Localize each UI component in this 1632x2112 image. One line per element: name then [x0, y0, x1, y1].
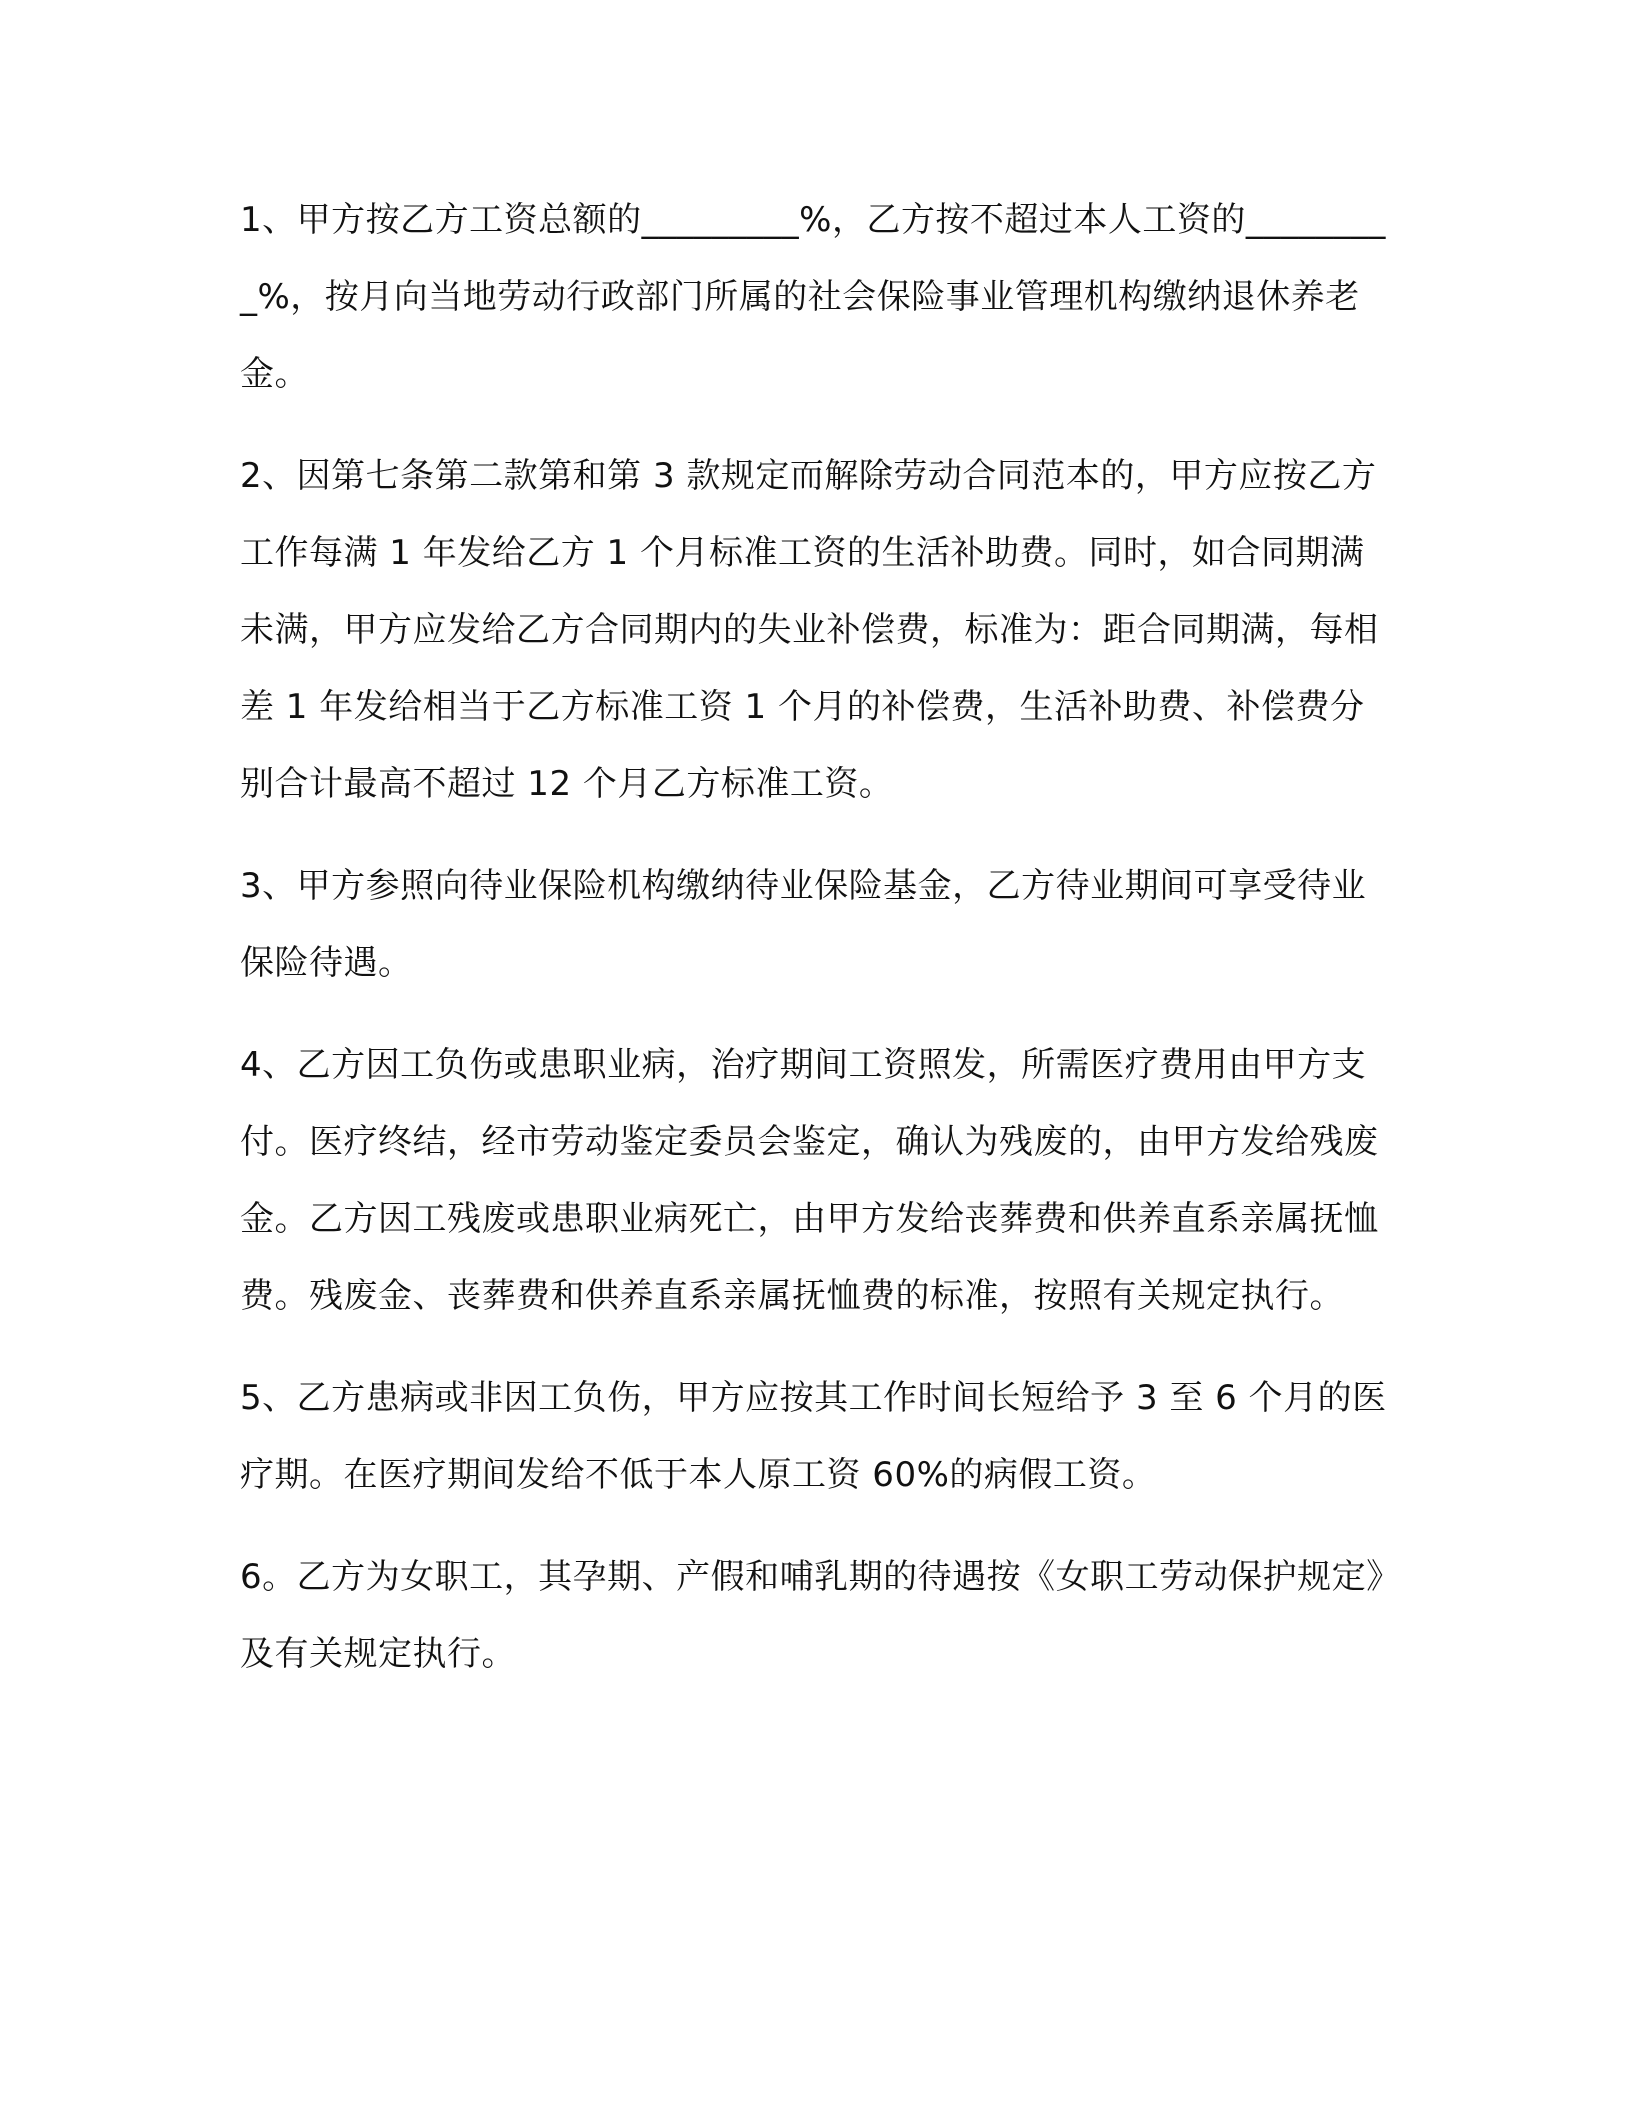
clause-1-paragraph: 1、甲方按乙方工资总额的_________%，乙方按不超过本人工资的_________%，按月向当地劳动行政部门所属的社会保险事业管理机构缴纳退休养老金。	[240, 200, 1386, 394]
clause-4-paragraph: 4、乙方因工负伤或患职业病，治疗期间工资照发，所需医疗费用由甲方支付。医疗终结，经市劳动鉴定委员会鉴定，确认为残废的，由甲方发给残废金。乙方因工残废或患职业病死亡，由甲方发给丧葬费和供养直系亲属抚恤费。残废金、丧葬费和供养直系亲属抚恤费的标准，按照有关规定执行。	[240, 1045, 1379, 1316]
clause-5-paragraph: 5、乙方患病或非因工负伤，甲方应按其工作时间长短给予 3 至 6 个月的医疗期。在医疗期间发给不低于本人原工资 60%的病假工资。	[240, 1378, 1387, 1495]
clause-3-paragraph: 3、甲方参照向待业保险机构缴纳待业保险基金，乙方待业期间可享受待业保险待遇。	[240, 866, 1367, 983]
clause-2-paragraph: 2、因第七条第二款第和第 3 款规定而解除劳动合同范本的，甲方应按乙方工作每满 1 年发给乙方 1 个月标准工资的生活补助费。同时，如合同期满未满，甲方应发给乙方合同期内的失业补偿费，标准为：距合同期满，每相差 1 年发给相当于乙方标准工资 1 个月的补偿费，生活补助费、补偿费分别合计最高不超过 12 个月乙方标准工资。	[240, 456, 1379, 804]
clause-6-paragraph: 6。乙方为女职工，其孕期、产假和哺乳期的待遇按《女职工劳动保护规定》及有关规定执行。	[240, 1557, 1384, 1674]
document-body	[240, 182, 1395, 1718]
